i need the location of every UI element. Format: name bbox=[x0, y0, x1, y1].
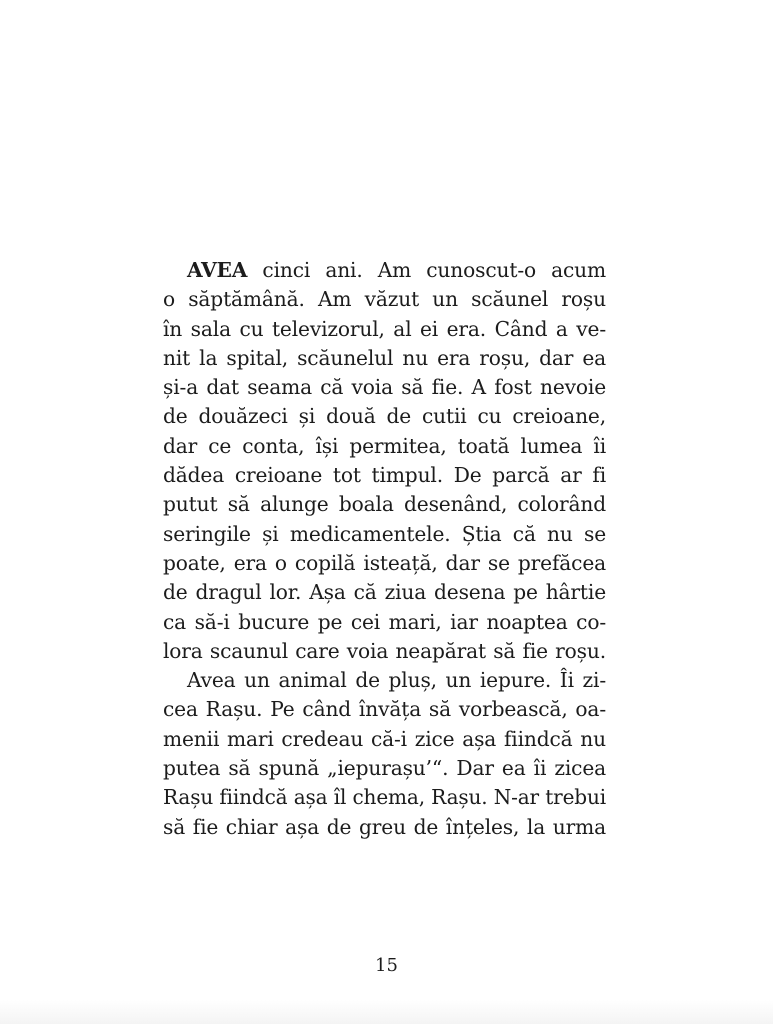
text-line: Rașu fiindcă așa îl chema, Rașu. N-ar trebui bbox=[163, 785, 606, 810]
body-text bbox=[163, 256, 606, 842]
text-line: dădea creioane tot timpul. De parcă ar fi bbox=[163, 463, 606, 488]
text-line: putea să spună „iepurașu’“. Dar ea îi zicea bbox=[163, 756, 606, 781]
text-line: menii mari credeau că-i zice așa fiindcă nu bbox=[163, 726, 606, 751]
text-line: AVEA cinci ani. Am cunoscut-o acum bbox=[187, 258, 606, 282]
text-line: de dragul lor. Așa că ziua desena pe hârtie bbox=[163, 580, 606, 605]
text-line: putut să alunge boala desenând, colorând bbox=[163, 492, 606, 517]
text-line: în sala cu televizorul, al ei era. Când a ve- bbox=[163, 316, 606, 341]
text-line: de douăzeci și două de cutii cu creioane, bbox=[163, 404, 606, 429]
text-line: și-a dat seama că voia să fie. A fost nevoie bbox=[163, 375, 606, 400]
text-line: Avea un animal de pluș, un iepure. Îi zi- bbox=[187, 668, 606, 693]
text-line: poate, era o copilă isteață, dar se prefăcea bbox=[163, 550, 606, 575]
page-number: 15 bbox=[375, 955, 398, 976]
lead-word: AVEA bbox=[187, 258, 248, 282]
text-line: cea Rașu. Pe când învăța să vorbească, oa- bbox=[163, 697, 606, 722]
text-line: lora scaunul care voia neapărat să fie roșu. bbox=[163, 638, 606, 663]
text-line: nit la spital, scăunelul nu era roșu, dar ea bbox=[163, 345, 606, 370]
text-line: să fie chiar așa de greu de înțeles, la urma bbox=[163, 814, 606, 839]
text-line: seringile și medicamentele. Știa că nu se bbox=[163, 521, 606, 546]
text-line: o săptămână. Am văzut un scăunel roșu bbox=[163, 287, 606, 312]
text-line: dar ce conta, își permitea, toată lumea îi bbox=[163, 433, 606, 458]
text-line: ca să-i bucure pe cei mari, iar noaptea co- bbox=[163, 609, 606, 634]
